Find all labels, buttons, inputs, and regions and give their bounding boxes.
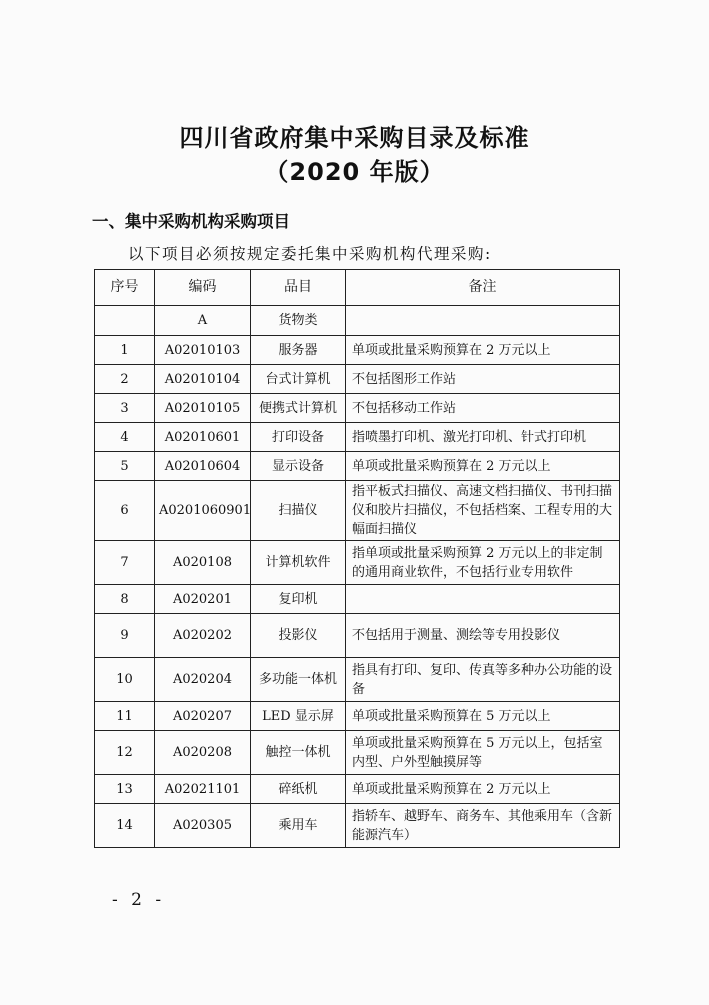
row-number: 2 (95, 365, 155, 394)
row-number: 14 (95, 804, 155, 848)
row-note: 单项或批量采购预算在 5 万元以上 (346, 702, 620, 731)
row-item: 便携式计算机 (251, 394, 346, 423)
row-code: A020202 (155, 614, 251, 658)
row-item: 乘用车 (251, 804, 346, 848)
table-row (95, 804, 620, 848)
document-subtitle: （2020 年版） (264, 158, 445, 186)
row-note: 指轿车、越野车、商务车、其他乘用车（含新能源汽车） (346, 804, 620, 848)
document-title: 四川省政府集中采购目录及标准 (179, 124, 530, 152)
row-item: 服务器 (251, 336, 346, 365)
row-note: 不包括图形工作站 (346, 365, 620, 394)
table-row (95, 702, 620, 731)
row-code: A020207 (155, 702, 251, 731)
row-note: 指喷墨打印机、激光打印机、针式打印机 (346, 423, 620, 452)
row-number: 9 (95, 614, 155, 658)
row-code: A02010104 (155, 365, 251, 394)
table-row (95, 658, 620, 702)
page-number: - 2 - (112, 890, 166, 910)
row-number: 10 (95, 658, 155, 702)
row-number: 8 (95, 585, 155, 614)
row-note: 指单项或批量采购预算 2 万元以上的非定制的通用商业软件，不包括行业专用软件 (346, 541, 620, 585)
row-number: 13 (95, 775, 155, 804)
table-row (95, 452, 620, 481)
row-note (346, 585, 620, 614)
row-code: A020208 (155, 731, 251, 775)
intro-paragraph: 以下项目必须按规定委托集中采购机构代理采购: (128, 245, 492, 263)
row-note: 单项或批量采购预算在 5 万元以上，包括室内型、户外型触摸屏等 (346, 731, 620, 775)
row-note: 指具有打印、复印、传真等多种办公功能的设备 (346, 658, 620, 702)
table-row (95, 481, 620, 541)
header-code: 编码 (155, 270, 251, 306)
row-note: 指平板式扫描仪、高速文档扫描仪、书刊扫描仪和胶片扫描仪，不包括档案、工程专用的大幅面扫描仪 (346, 481, 620, 541)
category-number (95, 306, 155, 336)
row-code: A02010103 (155, 336, 251, 365)
row-item: 台式计算机 (251, 365, 346, 394)
row-number: 12 (95, 731, 155, 775)
section-heading: 一、集中采购机构采购项目 (92, 212, 290, 231)
row-number: 4 (95, 423, 155, 452)
table-header-row (95, 270, 620, 306)
row-item: 多功能一体机 (251, 658, 346, 702)
table-row (95, 614, 620, 658)
row-code: A02010105 (155, 394, 251, 423)
row-item: 计算机软件 (251, 541, 346, 585)
table-row (95, 541, 620, 585)
row-item: LED 显示屏 (251, 702, 346, 731)
row-number: 5 (95, 452, 155, 481)
row-code: A02010604 (155, 452, 251, 481)
table-row (95, 365, 620, 394)
category-code: A (155, 306, 251, 336)
header-note: 备注 (346, 270, 620, 306)
row-item: 触控一体机 (251, 731, 346, 775)
category-note (346, 306, 620, 336)
table-row (95, 775, 620, 804)
table-row (95, 731, 620, 775)
row-number: 7 (95, 541, 155, 585)
row-code: A020305 (155, 804, 251, 848)
row-code: A0201060901 (155, 481, 251, 541)
row-number: 1 (95, 336, 155, 365)
row-code: A020204 (155, 658, 251, 702)
row-number: 11 (95, 702, 155, 731)
row-item: 复印机 (251, 585, 346, 614)
header-item: 品目 (251, 270, 346, 306)
row-item: 打印设备 (251, 423, 346, 452)
row-item: 投影仪 (251, 614, 346, 658)
row-number: 3 (95, 394, 155, 423)
table-row (95, 394, 620, 423)
category-name: 货物类 (251, 306, 346, 336)
row-note: 单项或批量采购预算在 2 万元以上 (346, 775, 620, 804)
row-code: A02010601 (155, 423, 251, 452)
table-row (95, 585, 620, 614)
header-number: 序号 (95, 270, 155, 306)
row-code: A02021101 (155, 775, 251, 804)
table-row (95, 423, 620, 452)
procurement-table (94, 269, 620, 848)
row-note: 不包括移动工作站 (346, 394, 620, 423)
row-note: 单项或批量采购预算在 2 万元以上 (346, 336, 620, 365)
row-item: 碎纸机 (251, 775, 346, 804)
row-note: 单项或批量采购预算在 2 万元以上 (346, 452, 620, 481)
table-row (95, 336, 620, 365)
row-code: A020108 (155, 541, 251, 585)
row-code: A020201 (155, 585, 251, 614)
category-row (95, 306, 620, 336)
row-item: 显示设备 (251, 452, 346, 481)
row-item: 扫描仪 (251, 481, 346, 541)
row-number: 6 (95, 481, 155, 541)
row-note: 不包括用于测量、测绘等专用投影仪 (346, 614, 620, 658)
